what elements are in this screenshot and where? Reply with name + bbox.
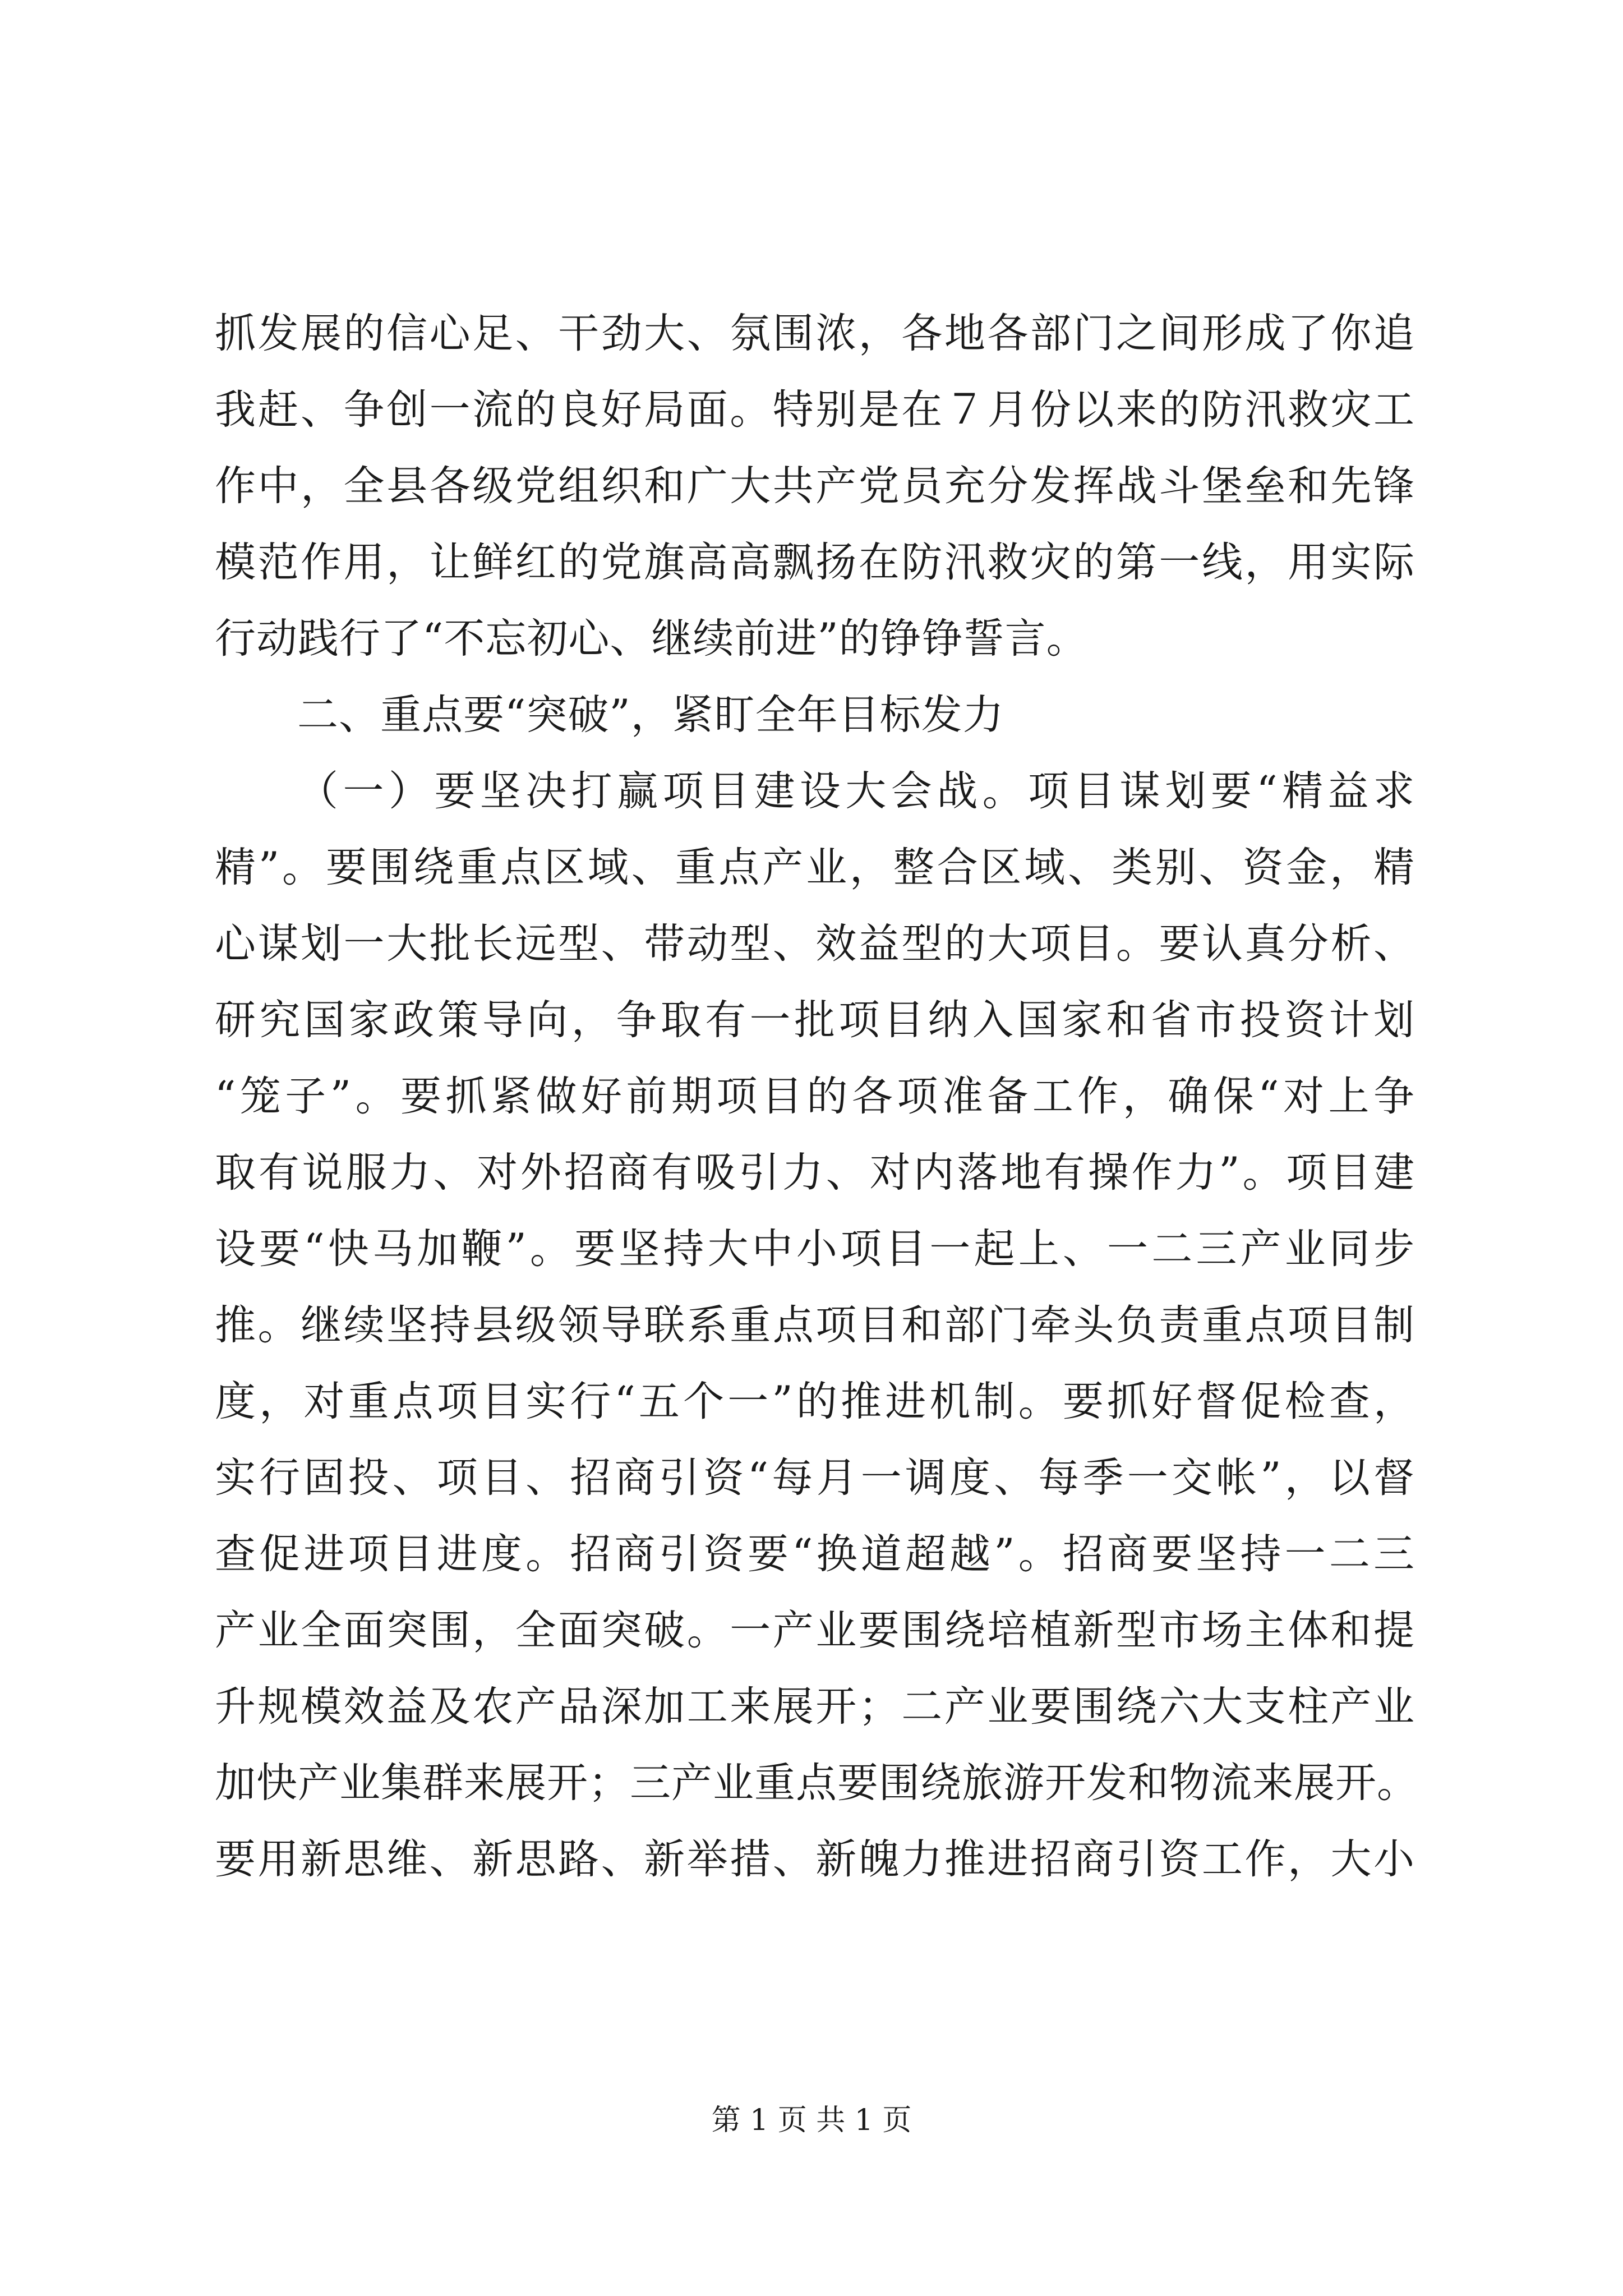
paragraph-line: 产业全面突围，全面突破。一产业要围绕培植新型市场主体和提 bbox=[215, 1607, 1415, 1654]
paragraph-line: （一）要坚决打赢项目建设大会战。项目谋划要“精益求 bbox=[297, 767, 1415, 815]
paragraph-line: 研究国家政策导向，争取有一批项目纳入国家和省市投资计划 bbox=[215, 996, 1415, 1044]
paragraph-line: 要用新思维、新思路、新举措、新魄力推进招商引资工作，大小 bbox=[215, 1835, 1415, 1883]
paragraph-line: 作中，全县各级党组织和广大共产党员充分发挥战斗堡垒和先锋 bbox=[215, 462, 1415, 510]
paragraph-line: 行动践行了“不忘初心、继续前进”的铮铮誓言。 bbox=[215, 615, 1088, 662]
page-footer: 第 1 页 共 1 页 bbox=[711, 2104, 912, 2137]
paragraph-line: 心谋划一大批长远型、带动型、效益型的大项目。要认真分析、 bbox=[215, 920, 1415, 968]
paragraph-line: 取有说服力、对外招商有吸引力、对内落地有操作力”。项目建 bbox=[215, 1149, 1415, 1197]
paragraph-line: 查促进项目进度。招商引资要“换道超越”。招商要坚持一二三 bbox=[215, 1530, 1415, 1578]
paragraph-line: 精”。要围绕重点区域、重点产业，整合区域、类别、资金，精 bbox=[215, 844, 1415, 891]
paragraph-line: 实行固投、项目、招商引资“每月一调度、每季一交帐”，以督 bbox=[215, 1454, 1415, 1502]
section-heading: 二、重点要“突破”，紧盯全年目标发力 bbox=[297, 691, 1004, 739]
paragraph-line: 推。继续坚持县级领导联系重点项目和部门牵头负责重点项目制 bbox=[215, 1301, 1415, 1349]
paragraph-line: 设要“快马加鞭”。要坚持大中小项目一起上、一二三产业同步 bbox=[215, 1225, 1415, 1273]
paragraph-line: 我赶、争创一流的良好局面。特别是在７月份以来的防汛救灾工 bbox=[215, 386, 1415, 434]
paragraph-line: 加快产业集群来展开；三产业重点要围绕旅游开发和物流来展开。 bbox=[215, 1759, 1418, 1807]
paragraph-line: “笼子”。要抓紧做好前期项目的各项准备工作，确保“对上争 bbox=[215, 1073, 1415, 1120]
paragraph-line: 抓发展的信心足、干劲大、氛围浓，各地各部门之间形成了你追 bbox=[215, 310, 1415, 357]
paragraph-line: 升规模效益及农产品深加工来展开；二产业要围绕六大支柱产业 bbox=[215, 1683, 1415, 1731]
paragraph-line: 模范作用，让鲜红的党旗高高飘扬在防汛救灾的第一线，用实际 bbox=[215, 539, 1415, 586]
paragraph-line: 度，对重点项目实行“五个一”的推进机制。要抓好督促检查， bbox=[215, 1378, 1415, 1425]
